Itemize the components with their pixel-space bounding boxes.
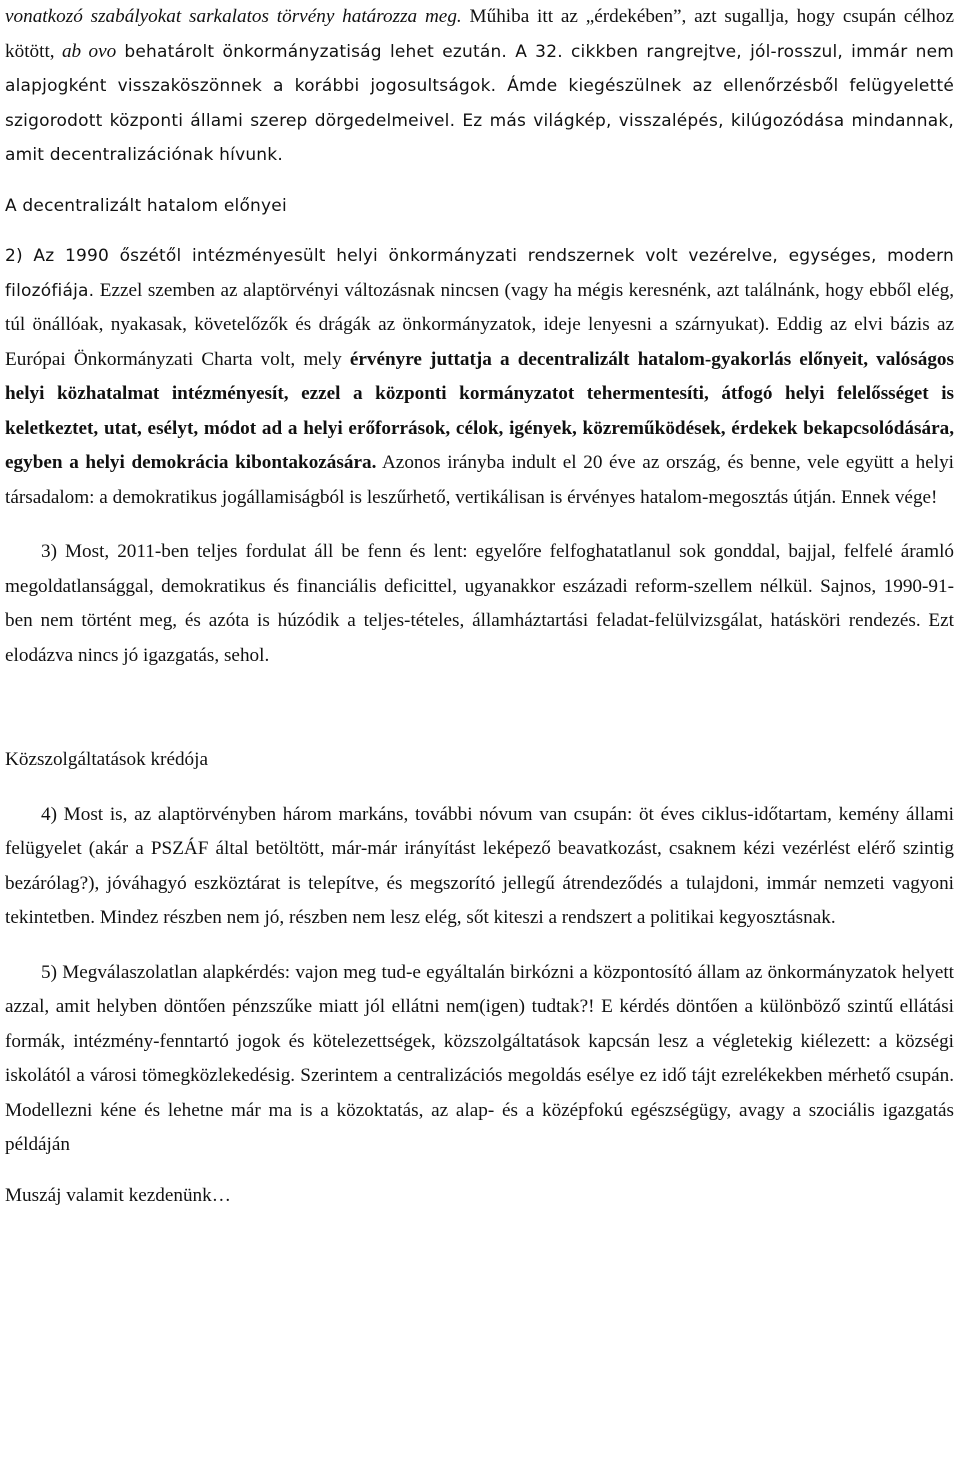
paragraph-2-text-a: 2) Az 1990 őszétől intézményesült helyi önkormányzati rendszernek volt vezérelve, egységes, modern filozófiája.: [5, 246, 954, 301]
italic-phrase: ab ovo: [61, 40, 117, 62]
paragraph-2-bold: érvényre juttatja a decentralizált hatalom-gyakorlás előnyeit, valóságos helyi közhatalmat intézményesít, ezzel a központi kormányzatot tehermentesíti, átfogó helyi felelősséget is keletkeztet, utat, esélyt, módot ad a helyi erőforrások, célok, igények, közreműködések, érdekek bekapcsolódására, egyben a helyi demokrácia kibontakozására.: [5, 348, 954, 473]
paragraph-2-text-b: Ezzel szemben az alaptörvényi változásnak nincsen (vagy ha mégis keresnénk, azt találnánk, hogy ebből elég, túl önállóak, nyakasak, követelőzők és drágák az önkormányzatok, ideje lenyesni a szárnyukat). Eddig az elvi bázis az Európai Önkormányzati Charta volt, mely: [5, 279, 954, 370]
document-page: [5, 0, 954, 1213]
closing-line: Muszáj valamit kezdenünk…: [5, 1184, 231, 1206]
paragraph-2: [5, 239, 954, 515]
paragraph-5: 5) Megválaszolatlan alapkérdés: vajon meg tud-e egyáltalán birkózni a központosító állam az önkormányzatok helyett azzal, amit helyben döntően pénzszűke miatt jól ellátni nem(igen) tudtak?! E kérdés döntően a különböző szintű ellátási formák, intézmény-fenntartó jogok és kötelezettségek, közszolgáltatások kapcsán lesz a végletekig kiélezett: a községi iskolától a városi tömegközlekedésig. Szerintem a centralizációs megoldás esélye ez idő tájt ezrelékekben mérhető csupán. Modellezni kéne és lehetne már ma is a közoktatás, az alap- és a középfokú egészségügy, avagy a szociális igazgatás példáján: [5, 961, 954, 1155]
italic-lead: vonatkozó szabályokat sarkalatos törvény határozza meg.: [5, 6, 462, 27]
paragraph-2-text-c: Azonos irányba indult el 20 éve az ország, és benne, vele együtt a helyi társadalom: a demokratikus jogállamiságból is leszűrhető, vertikálisan is érvényes hatalom-megosztás útján. Ennek vége!: [5, 452, 954, 508]
paragraph-intro: [5, 0, 954, 173]
paragraph-4: 4) Most is, az alaptörvényben három markáns, további nóvum van csupán: öt éves ciklus-időtartam, kemény állami felügyelet (akár a PSZÁF által betöltött, már-már irányítást leképező beavatkozást, csaknem kézi vezérlést elérő szintig bezárólag?), jóváhagyó eszköztárat is telepítve, és megszorító jellegű átrendeződés a tulajdoni, immár nemzeti vagyoni tekintetben. Mindez részben nem jó, részben nem lesz elég, sőt kiteszi a rendszert a politikai kegyosztásnak.: [5, 803, 954, 928]
section-heading-decentralized: A decentralizált hatalom előnyei: [5, 195, 287, 216]
section-heading-public-services: Közszolgáltatások krédója: [5, 749, 208, 770]
paragraph-3: 3) Most, 2011-ben teljes fordulat áll be fenn és lent: egyelőre felfoghatatlanul sok gonddal, bajjal, felfelé áramló megoldatlansággal, demokratikus és financiális deficittel, ugyanakkor eszázadi reform-szellem nélkül. Sajnos, 1990-91-ben nem történt meg, és azóta is húzódik a teljes-tételes, államháztartási feladat-felülvizsgálat, hatásköri rendezés. Ezt elodázva nincs jó igazgatás, sehol.: [5, 541, 954, 666]
paragraph-intro-text-a: Műhiba itt az „érdekében”, azt sugallja, hogy csupán célhoz kötött,: [5, 6, 954, 62]
paragraph-intro-text-b: behatárolt önkormányzatiság lehet ezután. A 32. cikkben rangrejtve, jól-rosszul, immár nem alapjogként visszaköszönnek a korábbi jogosultságok. Ámde kiegészülnek az ellenőrzésből felügyeletté szigorodott központi állami szerep dörgedelmeivel. Ez más világkép, visszalépés, kilúgozódása mindannak, amit decentralizációnak hívunk.: [5, 41, 954, 165]
